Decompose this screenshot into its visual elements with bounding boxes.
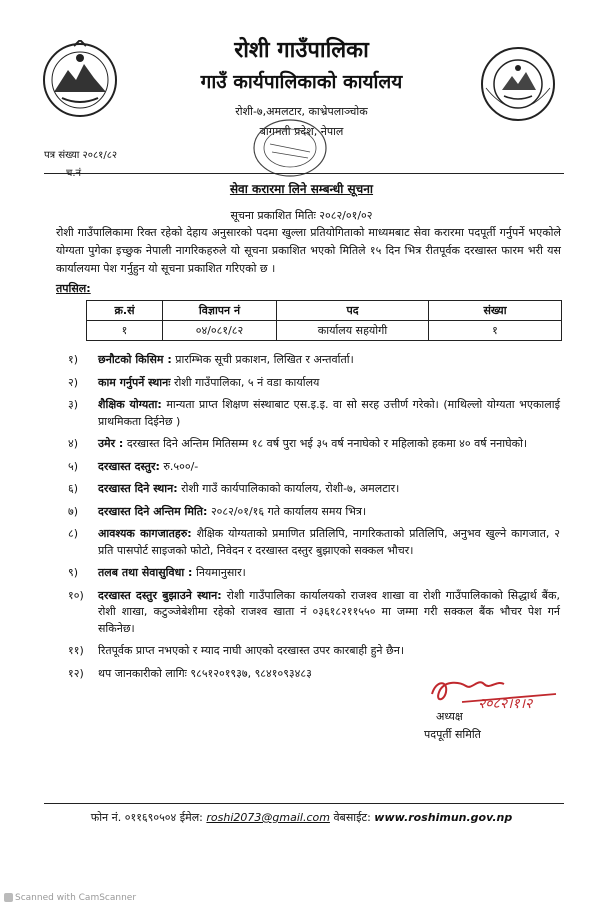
item-number: १२)	[68, 666, 84, 680]
office-province: बागमती प्रदेश, नेपाल	[259, 125, 344, 138]
list-item	[68, 436, 560, 453]
col-header-post: पद	[277, 301, 429, 321]
reference-number: पत्र संख्या २०८१/८२	[44, 150, 118, 161]
item-text: नियमानुसार।	[192, 566, 246, 579]
item-text: रोशी गाउँ कार्यपालिकाको कार्यालय, रोशी-७, अमलटार।	[177, 482, 400, 495]
item-label: दरखास्त दिने अन्तिम मिति:	[98, 504, 208, 518]
list-item	[68, 643, 560, 660]
item-number: ११)	[68, 644, 84, 657]
item-text: थप जानकारीको लागिः ९८५१२०१९३७, ९८४१०९३४८३	[98, 666, 312, 680]
item-text: प्रारम्भिक सूची प्रकाशन, लिखित र अन्तर्वार्ता।	[171, 353, 354, 366]
item-label: छनौटको किसिम :	[98, 353, 172, 366]
item-number: १)	[68, 353, 79, 366]
footer-email-label: ईमेल:	[179, 811, 203, 824]
notice-title: सेवा करारमा लिने सम्बन्धी सूचना	[229, 182, 374, 196]
office-address: रोशी-७,अमलटार, काभ्रेपलाञ्चोक	[235, 105, 368, 118]
item-number: ३)	[68, 398, 79, 411]
item-label: दरखास्त दस्तुर बुझाउने स्थान:	[98, 588, 222, 602]
col-header-count: संख्या	[429, 301, 562, 321]
item-text: २०८२/०१/१६ गते कार्यालय समय भित्र।	[207, 504, 367, 518]
list-item	[68, 481, 560, 498]
item-number: ७)	[68, 504, 79, 518]
table-row	[87, 321, 562, 341]
item-number: ४)	[68, 437, 79, 450]
cell-sn: १	[87, 321, 163, 341]
item-label: शैक्षिक योग्यता:	[98, 398, 162, 411]
col-header-sn: क्र.सं	[87, 301, 163, 321]
list-item	[68, 526, 560, 559]
table-header-row	[87, 301, 562, 321]
list-item	[68, 504, 560, 521]
details-heading: तपसिल:	[56, 282, 91, 295]
list-item	[68, 459, 560, 476]
item-number: ६)	[68, 482, 79, 495]
cell-post: कार्यालय सहयोगी	[277, 321, 429, 341]
item-number: ५)	[68, 459, 79, 473]
cell-count: १	[429, 321, 562, 341]
notice-body: रोशी गाउँपालिकामा रिक्त रहेको देहाय अनुसारको पदमा खुल्ला प्रतियोगिताको माध्यमबाट सेवा करारमा पदपूर्ती गर्नुपर्ने भएकोले योग्यता पुगेका इच्छुक नेपाली नागरिकहरुले यो सूचना प्रकाशित भएको मितिले १५ दिन भित्र रीतपूर्वक दरखास्त फारम भरी यस कार्यालयमा पेश गर्नुहुन यो सूचना प्रकाशित गरिएको छ ।	[56, 226, 561, 275]
footer-email[interactable]: roshi2073@gmail.com	[206, 811, 330, 824]
item-text: दरखास्त दिने अन्तिम मितिसम्म १८ वर्ष पुरा भई ३५ वर्ष ननाघेको र महिलाको हकमा ४० वर्ष ननाघेको।	[123, 437, 528, 450]
item-number: ९)	[68, 566, 79, 579]
signatory-role: अध्यक्ष	[436, 710, 463, 723]
list-item	[68, 397, 560, 430]
list-item	[68, 352, 560, 369]
item-label: आवश्यक कागजातहरु:	[98, 527, 192, 540]
item-label: काम गर्नुपर्ने स्थानः	[98, 375, 171, 389]
item-label: उमेर :	[98, 437, 124, 450]
list-item	[68, 565, 560, 582]
footer-web-label: वेबसाईट:	[333, 811, 371, 824]
item-label: दरखास्त दस्तुर:	[98, 459, 160, 473]
header-divider	[44, 173, 564, 174]
col-header-ad-no: विज्ञापन नं	[163, 301, 277, 321]
dispatch-number: च.नं	[66, 168, 82, 179]
office-stamp	[240, 116, 340, 186]
item-text: रु.५००/-	[159, 459, 199, 473]
cell-ad-no: ०४/०८१/८२	[163, 321, 277, 341]
item-number: २)	[68, 375, 79, 389]
item-text: रोशी गाउँपालिका कार्यालयको राजश्व शाखा वा रोशी गाउँपालिकाको सिद्धार्थ बैंक, रोशी शाखा, कटुञ्जेबेशीमा रहेको राजश्व खाता नं ०३६१८२११५५० मा जम्मा गरी सक्कल बैंक भौचर पेश गर्न सकिनेछ।	[98, 588, 561, 635]
footer-website[interactable]: www.roshimun.gov.np	[374, 811, 513, 824]
item-text: मान्यता प्राप्त शिक्षण संस्थाबाट एस.इ.इ. वा सो सरह उत्तीर्ण गरेको। (माथिल्लो योग्यता भएकालाई प्राथमिकता दिईनेछ )	[98, 398, 560, 428]
published-date: सूचना प्रकाशित मितिः २०८२/०१/०२	[230, 209, 373, 222]
item-number: १०)	[68, 588, 84, 602]
item-text: रितपूर्वक प्राप्त नभएको र म्याद नाघी आएको दरखास्त उपर कारबाही हुने छैन।	[98, 644, 405, 657]
list-item	[68, 375, 560, 392]
item-number: ८)	[68, 527, 79, 540]
signature-date: २०८२।१।२	[478, 696, 533, 712]
list-item	[68, 588, 560, 638]
office-subtitle: गाउँ कार्यपालिकाको कार्यालय	[200, 71, 403, 93]
scanner-watermark: Scanned with CamScanner	[4, 893, 136, 903]
signatory-committee: पदपूर्ती समिति	[424, 728, 481, 741]
item-label: तलब तथा सेवासुविधा :	[98, 566, 193, 579]
item-text: रोशी गाउँपालिका, ५ नं वडा कार्यालय	[170, 375, 320, 389]
footer-contact	[0, 810, 603, 825]
camscanner-icon	[4, 893, 13, 902]
item-label: दरखास्त दिने स्थान:	[98, 482, 178, 495]
footer-divider	[44, 803, 564, 804]
footer-phone: फोन नं. ०११६९०५०४	[90, 811, 177, 824]
handwritten-signature	[426, 672, 566, 712]
item-text: शैक्षिक योग्यताको प्रमाणित प्रतिलिपि, नागरिकताको प्रतिलिपि, अनुभव खुल्ने कागजात, २ प्रति पासपोर्ट साइजको फोटो, निवेदन र दरखास्त दस्तुर बुझाएको सक्कल भौचर।	[98, 527, 561, 557]
vacancy-table	[86, 300, 562, 341]
details-list	[68, 352, 560, 688]
office-title: रोशी गाउँपालिका	[234, 38, 369, 63]
